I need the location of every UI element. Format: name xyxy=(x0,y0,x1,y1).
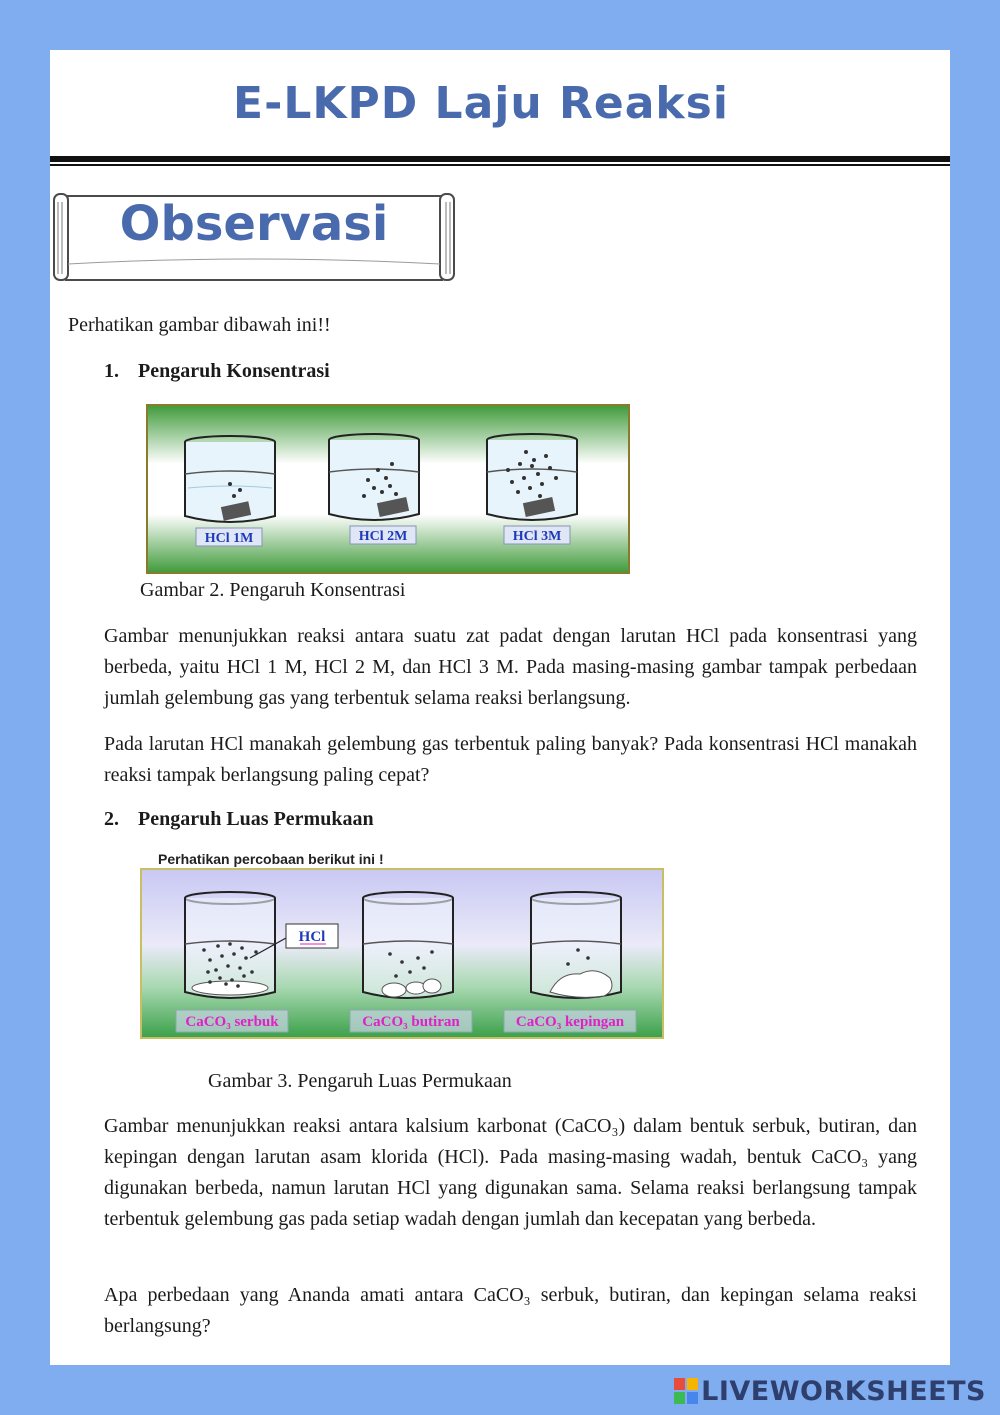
liveworksheets-logo-icon xyxy=(674,1378,698,1404)
label-kepingan: CaCO₃ kepingan xyxy=(515,1014,625,1030)
figure3-title: Perhatikan percobaan berikut ini ! xyxy=(158,851,384,867)
page-title: E-LKPD Laju Reaksi xyxy=(233,78,729,129)
section2-question: Apa perbedaan yang Ananda amati antara CaCO₃ serbuk, butiran, dan kepingan selama reaksi berlangsung? xyxy=(104,1284,917,1337)
section1-question: Pada larutan HCl manakah gelembung gas terbentuk paling banyak? Pada konsentrasi HCl manakah reaksi tampak berlangsung paling cepat? xyxy=(104,733,917,786)
figure3-caption: Gambar 3. Pengaruh Luas Permukaan xyxy=(208,1070,512,1092)
label-hcl-2m: HCl 2M xyxy=(358,529,408,544)
figure2-caption: Gambar 2. Pengaruh Konsentrasi xyxy=(140,579,406,601)
surface-area-figure xyxy=(140,846,666,1040)
label-hcl-1m: HCl 1M xyxy=(204,531,254,546)
label-butiran: CaCO₃ butiran xyxy=(362,1014,460,1030)
label-serbuk: CaCO₃ serbuk xyxy=(185,1014,279,1030)
beaker-hcl-1m xyxy=(185,436,275,522)
title-divider xyxy=(50,156,950,162)
section1-paragraph: Gambar menunjukkan reaksi antara suatu zat padat dengan larutan HCl pada konsentrasi yang berbeda, yaitu HCl 1 M, HCl 2 M, dan HCl 3 M. Pada masing-masing gambar tampak perbedaan jumlah gelembung gas yang terbentuk selama reaksi berlangsung. xyxy=(104,625,917,709)
section2-number: 2. xyxy=(104,808,119,830)
section2-paragraph: Gambar menunjukkan reaksi antara kalsium karbonat (CaCO₃) dalam bentuk serbuk, butiran, dan kepingan dengan larutan asam klorida (HCl). Pada masing-masing wadah, bentuk CaCO₃ yang digunakan berbeda, namun larutan HCl yang digunakan sama. Selama reaksi berlangsung tampak terbentuk gelembung gas pada setiap wadah dengan jumlah dan kecepatan yang berbeda. xyxy=(104,1115,917,1230)
beaker-serbuk xyxy=(185,892,286,998)
section1-heading: Pengaruh Konsentrasi xyxy=(138,360,330,382)
beaker-kepingan xyxy=(531,892,621,998)
concentration-figure xyxy=(146,404,630,574)
watermark-text: LIVEWORKSHEETS xyxy=(701,1375,986,1407)
intro-text: Perhatikan gambar dibawah ini!! xyxy=(68,314,331,336)
hcl-callout: HCl xyxy=(298,929,326,945)
section2-heading: Pengaruh Luas Permukaan xyxy=(138,808,374,830)
liveworksheets-watermark xyxy=(674,1374,986,1408)
title-divider-thin xyxy=(50,164,950,166)
banner-title: Observasi xyxy=(119,196,389,252)
label-hcl-3m: HCl 3M xyxy=(512,529,562,544)
beaker-hcl-2m xyxy=(329,434,419,520)
beaker-hcl-3m xyxy=(487,434,577,520)
section1-number: 1. xyxy=(104,360,119,382)
beaker-butiran xyxy=(363,892,453,998)
